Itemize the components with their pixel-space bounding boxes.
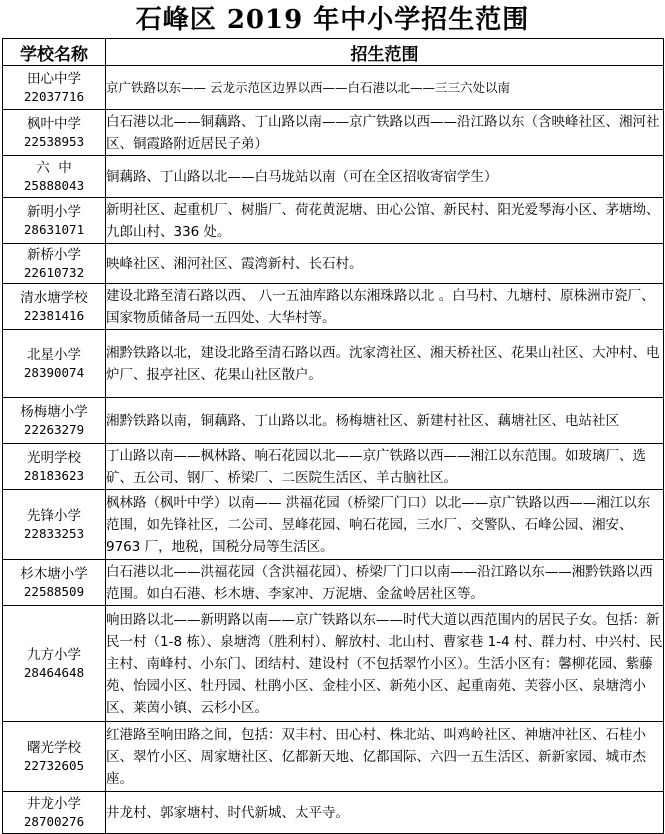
school-name: 新明小学	[27, 203, 81, 220]
table-row	[3, 244, 664, 284]
school-name: 清水塘学校	[20, 289, 88, 306]
school-phone: 22381416	[23, 307, 85, 323]
school-name: 杉木塘小学	[20, 565, 88, 582]
scope-cell: 京广铁路以东—— 云龙示范区边界以西——白石港以北——三三六处以南	[106, 66, 664, 110]
school-cell	[3, 722, 106, 792]
scope-cell: 红港路至响田路之间，包括：双丰村、田心村、株北站、叫鸡岭社区、神塘冲社区、石桂小区、翠竹小区、周家塘社区、亿都新天地、亿都国际、六四一五生活区、新新家园、城市杰座。	[106, 722, 664, 792]
scope-cell: 井龙村、郭家塘村、时代新城、太平寺。	[106, 792, 664, 834]
scope-cell: 湘黔铁路以北，建设北路至清石路以西。沈家湾社区、湘天桥社区、花果山社区、大冲村、电炉厂、报亭社区、花果山社区散户。	[106, 330, 664, 398]
school-cell	[3, 66, 106, 110]
school-phone: 28631071	[23, 221, 85, 237]
table-row	[3, 198, 664, 244]
enrollment-table	[2, 38, 664, 834]
school-phone: 22037716	[23, 88, 85, 104]
school-name: 井龙小学	[27, 795, 81, 812]
school-phone: 22588509	[23, 583, 85, 599]
scope-cell: 响田路以北——新明路以南——京广铁路以东——时代大道以西范围内的居民子女。包括：新民一村（1-8 栋）、泉塘湾（胜利村）、解放村、北山村、曹家巷 1-4 村、群力村、中兴村、民主村、南峰村、小东门、团结村、建设村（不包括翠竹小区）。生活小区有：馨柳花园、紫藤苑、怡园小区、牡丹园、杜鹃小区、金桂小区、新苑小区、起重南苑、芙蓉小区、泉塘湾小区、莱茵小镇、云杉小区。	[106, 606, 664, 722]
school-name: 九方小学	[27, 646, 81, 663]
scope-cell: 白石港以北——铜藕路、丁山路以南——京广铁路以西——沿江路以东（含映峰社区、湘河社区、铜霞路附近居民子弟）	[106, 110, 664, 156]
scope-cell: 白石港以北——洪福花园（含洪福花园）、桥梁厂门口以南——沿江路以东——湘黔铁路以西范围。如白石港、杉木塘、李家冲、万泥塘、金盆岭居社区等。	[106, 560, 664, 606]
table-row	[3, 156, 664, 198]
school-cell	[3, 444, 106, 490]
scope-cell: 丁山路以南——枫林路、响石花园以北——京广铁路以西——湘江以东范围。如玻璃厂、选矿、五公司、钢厂、桥梁厂、二医院生活区、羊古脑社区。	[106, 444, 664, 490]
school-phone: 28390074	[23, 364, 85, 380]
school-phone: 28183623	[23, 467, 85, 483]
school-name: 田心中学	[27, 70, 81, 87]
school-cell	[3, 244, 106, 284]
school-phone: 25888043	[23, 177, 85, 193]
table-row	[3, 606, 664, 722]
school-cell	[3, 490, 106, 560]
school-cell	[3, 110, 106, 156]
scope-cell: 新明社区、起重机厂、树脂厂、荷花黄泥塘、田心公馆、新民村、阳光爱琴海小区、茅塘坳、九郎山村、336 处。	[106, 198, 664, 244]
school-name: 曙光学校	[27, 739, 81, 756]
school-cell	[3, 792, 106, 834]
school-phone: 22732605	[23, 757, 85, 773]
table-row	[3, 560, 664, 606]
school-cell	[3, 198, 106, 244]
table-row	[3, 284, 664, 330]
scope-cell: 映峰社区、湘河社区、霞湾新村、长石村。	[106, 244, 664, 284]
school-phone: 28700276	[23, 813, 85, 829]
table-row	[3, 398, 664, 444]
table-row	[3, 490, 664, 560]
scope-cell: 建设北路至清石路以西、 八一五油库路以东湘珠路以北 。白马村、九塘村、原株洲市瓷厂、国家物质储备局一五四处、大华村等。	[106, 284, 664, 330]
school-name: 枫叶中学	[27, 115, 81, 132]
scope-column-header: 招生范围	[106, 39, 664, 66]
table-row	[3, 330, 664, 398]
school-name: 先锋小学	[27, 507, 81, 524]
school-cell	[3, 330, 106, 398]
school-name: 杨梅塘小学	[20, 403, 88, 420]
school-phone: 22833253	[23, 525, 85, 541]
table-row	[3, 722, 664, 792]
table-header-row	[3, 39, 664, 66]
table-row	[3, 110, 664, 156]
scope-cell: 湘黔铁路以南，铜藕路、丁山路以北。杨梅塘社区、新建村社区、藕塘社区、电站社区	[106, 398, 664, 444]
table-row	[3, 66, 664, 110]
scope-cell: 铜藕路、丁山路以北——白马垅站以南（可在全区招收寄宿学生）	[106, 156, 664, 198]
school-cell	[3, 560, 106, 606]
school-name: 六 中	[36, 159, 72, 176]
school-cell	[3, 398, 106, 444]
school-name: 光明学校	[27, 449, 81, 466]
table-row	[3, 792, 664, 834]
school-cell	[3, 284, 106, 330]
school-phone: 22610732	[23, 264, 85, 280]
school-phone: 22538953	[23, 133, 85, 149]
school-column-header: 学校名称	[3, 39, 106, 66]
school-cell	[3, 606, 106, 722]
table-row	[3, 444, 664, 490]
school-name: 北星小学	[27, 346, 81, 363]
page-title: 石峰区 2019 年中小学招生范围	[135, 5, 530, 35]
school-phone: 28464648	[23, 664, 85, 680]
scope-cell: 枫林路（枫叶中学）以南—— 洪福花园（桥梁厂门口）以北——京广铁路以西——湘江以东范围，如先锋社区，二公司、昱峰花园、响石花园，三水厂、交警队、石峰公园、湘安、9763 厂，地税，国税分局等生活区。	[106, 490, 664, 560]
school-name: 新桥小学	[27, 246, 81, 263]
school-cell	[3, 156, 106, 198]
school-phone: 22263279	[23, 421, 85, 437]
